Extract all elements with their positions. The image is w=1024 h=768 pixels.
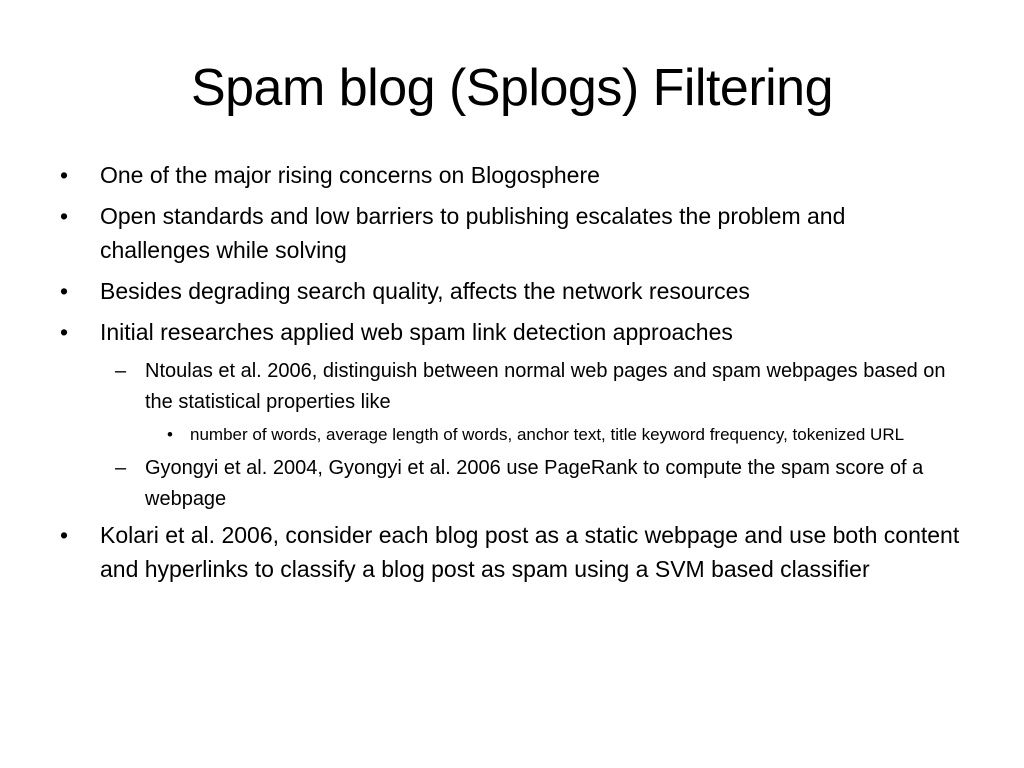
bullet-marker: •: [60, 278, 69, 304]
sub-bullet-text: Gyongyi et al. 2004, Gyongyi et al. 2006 use PageRank to compute the spam score of a webpage: [145, 457, 924, 510]
bullet-item-2: [60, 199, 960, 267]
slide-content: [60, 158, 960, 593]
bullet-text: Open standards and low barriers to publishing escalates the problem and challenges while solving: [100, 203, 846, 263]
bullet-text: Besides degrading search quality, affects the network resources: [100, 278, 750, 304]
sub-bullet-ntoulas: [60, 356, 960, 418]
sub-sub-bullet-text: number of words, average length of words, anchor text, title keyword frequency, tokenized URL: [190, 425, 905, 444]
bullet-marker: •: [60, 319, 69, 345]
bullet-text: One of the major rising concerns on Blogosphere: [100, 162, 600, 188]
bullet-text: Kolari et al. 2006, consider each blog post as a static webpage and use both content and hyperlinks to classify a blog post as spam using a SVM based classifier: [100, 522, 960, 582]
dash-marker: –: [115, 457, 127, 479]
dash-marker: –: [115, 360, 127, 382]
sub-sub-bullet-features: [60, 421, 960, 448]
bullet-item-5: [60, 518, 960, 586]
bullet-marker: •: [167, 425, 173, 444]
sub-bullet-text: Ntoulas et al. 2006, distinguish between normal web pages and spam webpages based on the statistical properties like: [145, 360, 946, 413]
bullet-marker: •: [60, 203, 69, 229]
bullet-marker: •: [60, 162, 69, 188]
bullet-item-1: [60, 158, 960, 192]
bullet-item-4: [60, 315, 960, 349]
bullet-marker: •: [60, 522, 69, 548]
sub-bullet-gyongyi: [60, 453, 960, 515]
bullet-item-3: [60, 274, 960, 308]
slide-title: Spam blog (Splogs) Filtering: [190, 59, 834, 117]
bullet-text: Initial researches applied web spam link detection approaches: [100, 319, 733, 345]
